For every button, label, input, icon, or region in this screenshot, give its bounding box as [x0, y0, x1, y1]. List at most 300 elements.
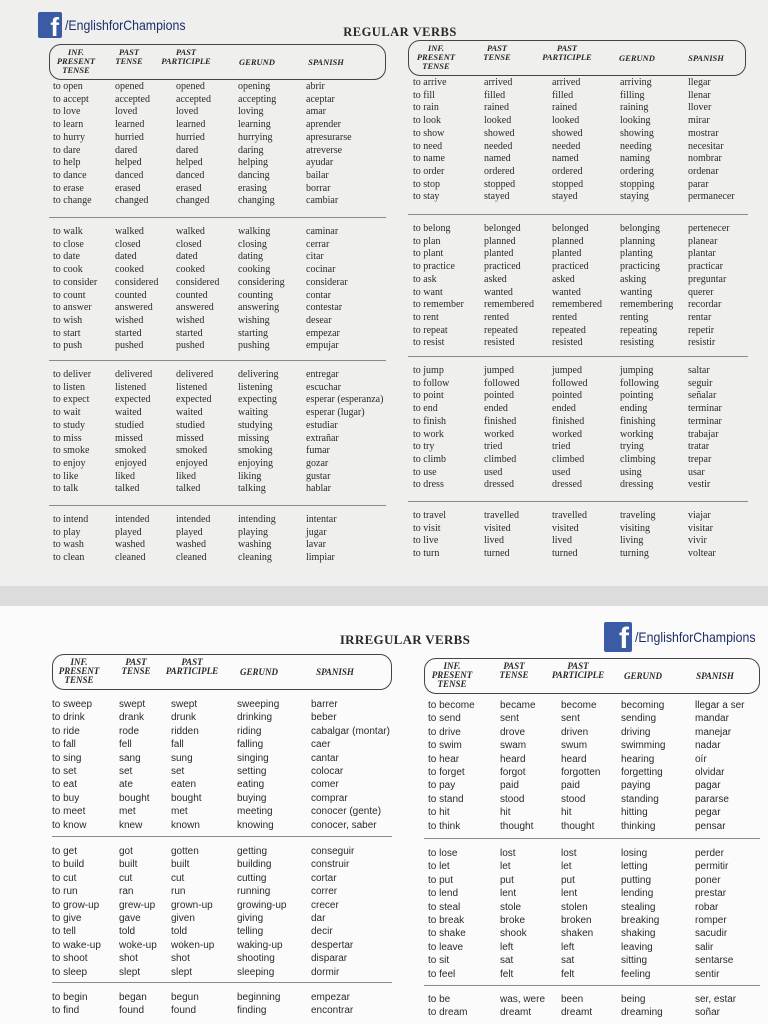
- spanish-cell: parar: [688, 178, 709, 190]
- column-header-infinitive: INF. PRESENT TENSE: [56, 47, 96, 75]
- gerund-cell: accepting: [238, 93, 277, 105]
- column-header-bar: [408, 40, 746, 76]
- spanish-cell: pertenecer: [688, 223, 730, 234]
- spanish-cell: disparar: [311, 953, 348, 965]
- gerund-cell: liking: [238, 470, 262, 482]
- past-participle-cell: needed: [552, 140, 581, 152]
- past-participle-cell: hurried: [176, 131, 205, 143]
- past-tense-cell: sang: [119, 752, 141, 764]
- spanish-cell: llenar: [688, 89, 711, 101]
- infinitive-cell: to love: [53, 106, 81, 118]
- past-participle-cell: played: [176, 526, 203, 538]
- spanish-cell: correr: [311, 886, 338, 898]
- spanish-cell: amar: [306, 106, 326, 118]
- gerund-cell: traveling: [620, 510, 656, 521]
- past-tense-cell: worked: [484, 428, 514, 440]
- past-participle-cell: repeated: [552, 324, 586, 336]
- gerund-cell: pushing: [238, 340, 270, 352]
- gerund-cell: beginning: [237, 992, 281, 1003]
- infinitive-cell: to push: [53, 340, 83, 352]
- spanish-cell: ordenar: [688, 165, 719, 177]
- past-tense-cell: waited: [115, 407, 142, 419]
- past-tense-cell: drove: [500, 726, 526, 738]
- column-header-infinitive: INF. PRESENT TENSE: [431, 661, 473, 689]
- gerund-cell: playing: [238, 526, 268, 538]
- spanish-cell: rentar: [688, 311, 712, 323]
- past-tense-cell: cooked: [115, 264, 144, 276]
- past-participle-cell: lost: [561, 848, 577, 859]
- infinitive-cell: to answer: [53, 302, 92, 314]
- past-tense-cell: tried: [484, 441, 503, 453]
- infinitive-cell: to need: [413, 140, 443, 152]
- infinitive-cell: to remember: [413, 299, 464, 311]
- past-tense-cell: left: [500, 941, 514, 953]
- past-tense-cell: started: [115, 327, 142, 339]
- past-tense-cell: studied: [115, 419, 144, 431]
- past-tense-cell: broke: [500, 915, 526, 926]
- spanish-cell: esperar (lugar): [306, 407, 365, 419]
- group-divider: [52, 836, 392, 837]
- infinitive-cell: to hurry: [53, 131, 85, 143]
- gerund-cell: filling: [620, 89, 645, 101]
- past-tense-cell: stayed: [484, 191, 510, 203]
- infinitive-cell: to stay: [413, 191, 440, 203]
- gerund-cell: leaving: [621, 941, 653, 953]
- infinitive-cell: to travel: [413, 510, 447, 521]
- gerund-cell: cleaning: [238, 552, 272, 564]
- past-tense-cell: dressed: [484, 479, 514, 491]
- gerund-cell: breaking: [621, 915, 660, 926]
- past-tense-cell: dreamt: [500, 1007, 532, 1019]
- gerund-cell: missing: [238, 432, 270, 444]
- spanish-cell: trabajar: [688, 428, 719, 440]
- past-participle-cell: enjoyed: [176, 457, 208, 469]
- gerund-cell: answering: [238, 302, 280, 314]
- past-tense-cell: heard: [500, 753, 526, 765]
- gerund-cell: jumping: [620, 365, 654, 376]
- spanish-cell: lavar: [306, 539, 326, 551]
- infinitive-cell: to know: [52, 819, 87, 831]
- gerund-cell: renting: [620, 311, 649, 323]
- gerund-cell: studying: [238, 419, 273, 431]
- infinitive-cell: to run: [52, 886, 78, 898]
- past-participle-cell: helped: [176, 157, 203, 169]
- gerund-cell: learning: [238, 119, 271, 131]
- past-participle-cell: accepted: [176, 93, 211, 105]
- past-participle-cell: climbed: [552, 453, 585, 465]
- past-tense-cell: repeated: [484, 324, 518, 336]
- spanish-cell: sacudir: [695, 928, 728, 940]
- spanish-cell: preguntar: [688, 273, 727, 285]
- spanish-cell: oír: [695, 753, 707, 765]
- past-tense-cell: intended: [115, 514, 150, 525]
- past-participle-cell: let: [561, 861, 572, 873]
- spanish-cell: empezar: [306, 327, 340, 339]
- past-tense-cell: danced: [115, 169, 144, 181]
- spanish-cell: poner: [695, 874, 721, 886]
- spanish-cell: pensar: [695, 820, 726, 832]
- past-tense-cell: became: [500, 700, 536, 711]
- infinitive-cell: to try: [413, 441, 435, 453]
- infinitive-cell: to study: [53, 419, 85, 431]
- spanish-cell: contar: [306, 289, 331, 301]
- past-tense-cell: stole: [500, 901, 522, 913]
- past-tense-cell: shook: [500, 928, 527, 940]
- spanish-cell: cantar: [311, 752, 339, 764]
- past-tense-cell: planted: [484, 248, 514, 260]
- infinitive-cell: to wish: [53, 314, 83, 326]
- past-tense-cell: smoked: [115, 445, 147, 457]
- past-participle-cell: resisted: [552, 337, 583, 349]
- infinitive-cell: to change: [53, 195, 92, 207]
- past-tense-cell: pushed: [115, 340, 144, 352]
- past-participle-cell: heard: [561, 753, 587, 765]
- past-participle-cell: cleaned: [176, 552, 207, 564]
- past-tense-cell: finished: [484, 415, 517, 427]
- past-participle-cell: ridden: [171, 725, 199, 737]
- infinitive-cell: to forget: [428, 767, 465, 778]
- spanish-cell: gozar: [306, 457, 329, 469]
- gerund-cell: raining: [620, 102, 649, 114]
- spanish-cell: estudiar: [306, 419, 338, 431]
- infinitive-cell: to hit: [428, 807, 450, 819]
- past-participle-cell: asked: [552, 273, 575, 285]
- spanish-cell: ser, estar: [695, 994, 737, 1005]
- gerund-cell: using: [620, 466, 642, 478]
- gerund-cell: putting: [621, 874, 652, 886]
- gerund-cell: loving: [238, 106, 264, 118]
- past-participle-cell: waited: [176, 407, 203, 419]
- gerund-cell: swimming: [621, 740, 666, 752]
- column-header-past-tense: PAST TENSE: [483, 43, 511, 62]
- gerund-cell: asking: [620, 273, 647, 285]
- infinitive-cell: to think: [428, 820, 461, 832]
- past-participle-cell: travelled: [552, 510, 587, 521]
- gerund-cell: planning: [620, 235, 655, 247]
- spanish-cell: llegar: [688, 77, 711, 88]
- spanish-cell: empezar: [311, 992, 350, 1003]
- gerund-cell: hitting: [621, 807, 648, 819]
- gerund-cell: dancing: [238, 169, 270, 181]
- past-tense-cell: woke-up: [119, 939, 157, 951]
- past-participle-cell: driven: [561, 726, 589, 738]
- spanish-cell: planear: [688, 235, 718, 247]
- past-tense-cell: forgot: [500, 767, 526, 778]
- spanish-cell: recordar: [688, 299, 722, 311]
- infinitive-cell: to cut: [52, 872, 77, 884]
- past-participle-cell: danced: [176, 169, 205, 181]
- gerund-cell: visiting: [620, 522, 651, 534]
- group-divider: [52, 982, 392, 983]
- past-tense-cell: lent: [500, 888, 517, 900]
- spanish-cell: extrañar: [306, 432, 339, 444]
- infinitive-cell: to help: [53, 157, 81, 169]
- past-participle-cell: paid: [561, 780, 580, 792]
- past-tense-cell: gave: [119, 913, 141, 924]
- infinitive-cell: to put: [428, 874, 454, 886]
- spanish-cell: jugar: [306, 526, 327, 538]
- gerund-cell: finding: [237, 1005, 267, 1017]
- spanish-cell: permanecer: [688, 191, 735, 203]
- past-tense-cell: helped: [115, 157, 142, 169]
- spanish-cell: vivir: [688, 535, 707, 547]
- infinitive-cell: to be: [428, 994, 451, 1005]
- spanish-cell: salir: [695, 941, 714, 953]
- past-tense-cell: listened: [115, 381, 147, 393]
- group-divider: [49, 505, 386, 506]
- past-tense-cell: wanted: [484, 286, 513, 298]
- gerund-cell: driving: [621, 726, 651, 738]
- gerund-cell: feeling: [621, 968, 651, 980]
- past-participle-cell: hit: [561, 807, 572, 819]
- spanish-cell: plantar: [688, 248, 716, 260]
- past-participle-cell: been: [561, 994, 584, 1005]
- past-participle-cell: become: [561, 700, 597, 711]
- past-tense-cell: hurried: [115, 131, 144, 143]
- infinitive-cell: to swim: [428, 740, 462, 752]
- gerund-cell: wanting: [620, 286, 653, 298]
- facebook-icon: f: [604, 622, 632, 652]
- gerund-cell: losing: [621, 848, 648, 859]
- infinitive-cell: to stop: [413, 178, 440, 190]
- spanish-cell: comer: [311, 779, 339, 791]
- past-participle-cell: practiced: [552, 261, 589, 273]
- infinitive-cell: to visit: [413, 522, 441, 534]
- past-tense-cell: played: [115, 526, 142, 538]
- past-participle-cell: set: [171, 766, 185, 777]
- gerund-cell: getting: [237, 846, 268, 857]
- past-tense-cell: slept: [119, 966, 141, 978]
- past-tense-cell: stood: [500, 793, 525, 805]
- spanish-cell: conocer (gente): [311, 806, 382, 818]
- gerund-cell: trying: [620, 441, 644, 453]
- past-participle-cell: loved: [176, 106, 199, 118]
- spanish-cell: bailar: [306, 169, 329, 181]
- spanish-cell: terminar: [688, 403, 722, 415]
- past-tense-cell: washed: [115, 539, 145, 551]
- spanish-cell: decir: [311, 926, 333, 938]
- past-tense-cell: loved: [115, 106, 138, 118]
- infinitive-cell: to enjoy: [53, 457, 86, 469]
- gerund-cell: sweeping: [237, 699, 280, 710]
- group-divider: [408, 356, 748, 357]
- past-participle-cell: sat: [561, 955, 575, 967]
- past-participle-cell: named: [552, 153, 579, 165]
- gerund-cell: thinking: [621, 820, 656, 832]
- infinitive-cell: to find: [52, 1005, 80, 1017]
- infinitive-cell: to begin: [52, 992, 88, 1003]
- group-divider: [49, 360, 386, 361]
- past-tense-cell: let: [500, 861, 511, 873]
- past-participle-cell: grown-up: [171, 899, 213, 911]
- infinitive-cell: to grow-up: [52, 899, 100, 911]
- gerund-cell: letting: [621, 861, 648, 873]
- spanish-cell: resistir: [688, 337, 716, 349]
- past-participle-cell: met: [171, 806, 188, 818]
- infinitive-cell: to miss: [53, 432, 82, 444]
- page-title: REGULAR VERBS: [343, 25, 457, 39]
- spanish-cell: robar: [695, 901, 719, 913]
- past-tense-cell: travelled: [484, 510, 519, 521]
- past-participle-cell: stayed: [552, 191, 578, 203]
- gerund-cell: belonging: [620, 223, 660, 234]
- spanish-cell: romper: [695, 915, 727, 926]
- past-tense-cell: filled: [484, 89, 506, 101]
- infinitive-cell: to tell: [52, 926, 76, 938]
- past-participle-cell: given: [171, 913, 195, 924]
- past-tense-cell: asked: [484, 273, 507, 285]
- past-participle-cell: started: [176, 327, 203, 339]
- gerund-cell: changing: [238, 195, 275, 207]
- spanish-cell: limpiar: [306, 552, 335, 564]
- infinitive-cell: to start: [53, 327, 81, 339]
- past-tense-cell: swam: [500, 740, 527, 752]
- spanish-cell: borrar: [306, 182, 331, 194]
- gerund-cell: buying: [237, 792, 267, 804]
- gerund-cell: falling: [237, 739, 264, 751]
- gerund-cell: paying: [621, 780, 651, 792]
- past-tense-cell: climbed: [484, 453, 517, 465]
- spanish-cell: olvidar: [695, 767, 725, 778]
- past-tense-cell: liked: [115, 470, 135, 482]
- gerund-cell: building: [237, 859, 272, 871]
- past-participle-cell: thought: [561, 820, 595, 832]
- infinitive-cell: to plant: [413, 248, 444, 260]
- past-participle-cell: erased: [176, 182, 202, 194]
- column-header-past-participle: PAST PARTICIPLE: [542, 43, 592, 62]
- infinitive-cell: to sing: [52, 752, 82, 764]
- column-header-spanish: SPANISH: [316, 667, 354, 677]
- past-participle-cell: worked: [552, 428, 582, 440]
- past-tense-cell: erased: [115, 182, 141, 194]
- group-divider: [424, 838, 760, 839]
- past-tense-cell: ran: [119, 886, 134, 898]
- gerund-cell: becoming: [621, 700, 665, 711]
- past-tense-cell: got: [119, 846, 133, 857]
- past-participle-cell: delivered: [176, 369, 214, 380]
- spanish-cell: nadar: [695, 740, 721, 752]
- gerund-cell: growing-up: [237, 899, 287, 911]
- past-tense-cell: visited: [484, 522, 511, 534]
- gerund-cell: cooking: [238, 264, 271, 276]
- past-participle-cell: forgotten: [561, 767, 601, 778]
- past-participle-cell: intended: [176, 514, 211, 525]
- past-participle-cell: talked: [176, 483, 201, 495]
- gerund-cell: delivering: [238, 369, 279, 380]
- infinitive-cell: to shoot: [52, 953, 88, 965]
- gerund-cell: finishing: [620, 415, 656, 427]
- infinitive-cell: to let: [428, 861, 450, 873]
- spanish-cell: gustar: [306, 470, 331, 482]
- gerund-cell: listening: [238, 381, 273, 393]
- infinitive-cell: to rain: [413, 102, 439, 114]
- past-participle-cell: known: [171, 819, 200, 831]
- past-participle-cell: walked: [176, 226, 205, 237]
- past-tense-cell: closed: [115, 238, 141, 250]
- past-participle-cell: answered: [176, 302, 214, 314]
- gerund-cell: expecting: [238, 394, 277, 406]
- past-participle-cell: counted: [176, 289, 208, 301]
- past-participle-cell: swept: [171, 699, 198, 710]
- past-tense-cell: cut: [119, 872, 133, 884]
- column-header-infinitive: INF. PRESENT TENSE: [416, 43, 456, 71]
- spanish-cell: soñar: [695, 1007, 721, 1019]
- infinitive-cell: to repeat: [413, 324, 448, 336]
- gerund-cell: waiting: [238, 407, 268, 419]
- infinitive-cell: to wait: [53, 407, 81, 419]
- infinitive-cell: to end: [413, 403, 438, 415]
- past-participle-cell: studied: [176, 419, 205, 431]
- past-tense-cell: accepted: [115, 93, 150, 105]
- infinitive-cell: to drive: [428, 726, 461, 738]
- past-tense-cell: stopped: [484, 178, 516, 190]
- brand-text: /EnglishforChampions: [635, 629, 756, 645]
- infinitive-cell: to turn: [413, 548, 440, 560]
- infinitive-cell: to get: [52, 846, 78, 857]
- spanish-cell: sentir: [695, 968, 720, 980]
- spanish-cell: empujar: [306, 340, 339, 352]
- past-tense-cell: lived: [484, 535, 504, 547]
- gerund-cell: closing: [238, 238, 267, 250]
- spanish-cell: despertar: [311, 939, 354, 951]
- past-participle-cell: gotten: [171, 846, 199, 857]
- past-participle-cell: dared: [176, 144, 199, 156]
- past-tense-cell: considered: [115, 276, 159, 288]
- past-participle-cell: sent: [561, 713, 580, 725]
- infinitive-cell: to arrive: [413, 77, 447, 88]
- infinitive-cell: to sleep: [52, 966, 88, 978]
- spanish-cell: conseguir: [311, 846, 355, 857]
- infinitive-cell: to open: [53, 81, 83, 92]
- past-participle-cell: ended: [552, 403, 576, 415]
- past-tense-cell: fell: [119, 739, 132, 751]
- column-header-gerund: GERUND: [239, 57, 275, 67]
- spanish-cell: sentarse: [695, 955, 734, 967]
- spanish-cell: apresurarse: [306, 131, 352, 143]
- past-participle-cell: found: [171, 1005, 197, 1017]
- gerund-cell: waking-up: [237, 939, 283, 951]
- past-participle-cell: followed: [552, 377, 588, 389]
- column-header-past-participle: PAST PARTICIPLE: [161, 47, 211, 66]
- gerund-cell: setting: [237, 766, 267, 777]
- infinitive-cell: to ask: [413, 273, 437, 285]
- past-tense-cell: sat: [500, 955, 514, 967]
- infinitive-cell: to want: [413, 286, 443, 298]
- past-tense-cell: knew: [119, 819, 143, 831]
- past-participle-cell: stood: [561, 793, 586, 805]
- gerund-cell: hearing: [621, 753, 655, 765]
- infinitive-cell: to hear: [428, 753, 460, 765]
- past-tense-cell: delivered: [115, 369, 153, 380]
- past-participle-cell: closed: [176, 238, 202, 250]
- spanish-cell: fumar: [306, 445, 330, 457]
- gerund-cell: shooting: [237, 953, 275, 965]
- past-participle-cell: cut: [171, 872, 185, 884]
- gerund-cell: counting: [238, 289, 273, 301]
- gerund-cell: staying: [620, 191, 649, 203]
- infinitive-cell: to count: [53, 289, 86, 301]
- group-divider: [408, 501, 748, 502]
- past-participle-cell: shaken: [561, 928, 594, 940]
- past-tense-cell: dared: [115, 144, 138, 156]
- past-tense-cell: told: [119, 926, 136, 938]
- spanish-cell: caer: [311, 739, 331, 751]
- infinitive-cell: to close: [53, 238, 84, 250]
- infinitive-cell: to lend: [428, 888, 459, 900]
- past-participle-cell: left: [561, 941, 575, 953]
- infinitive-cell: to steal: [428, 901, 461, 913]
- past-participle-cell: rented: [552, 311, 577, 323]
